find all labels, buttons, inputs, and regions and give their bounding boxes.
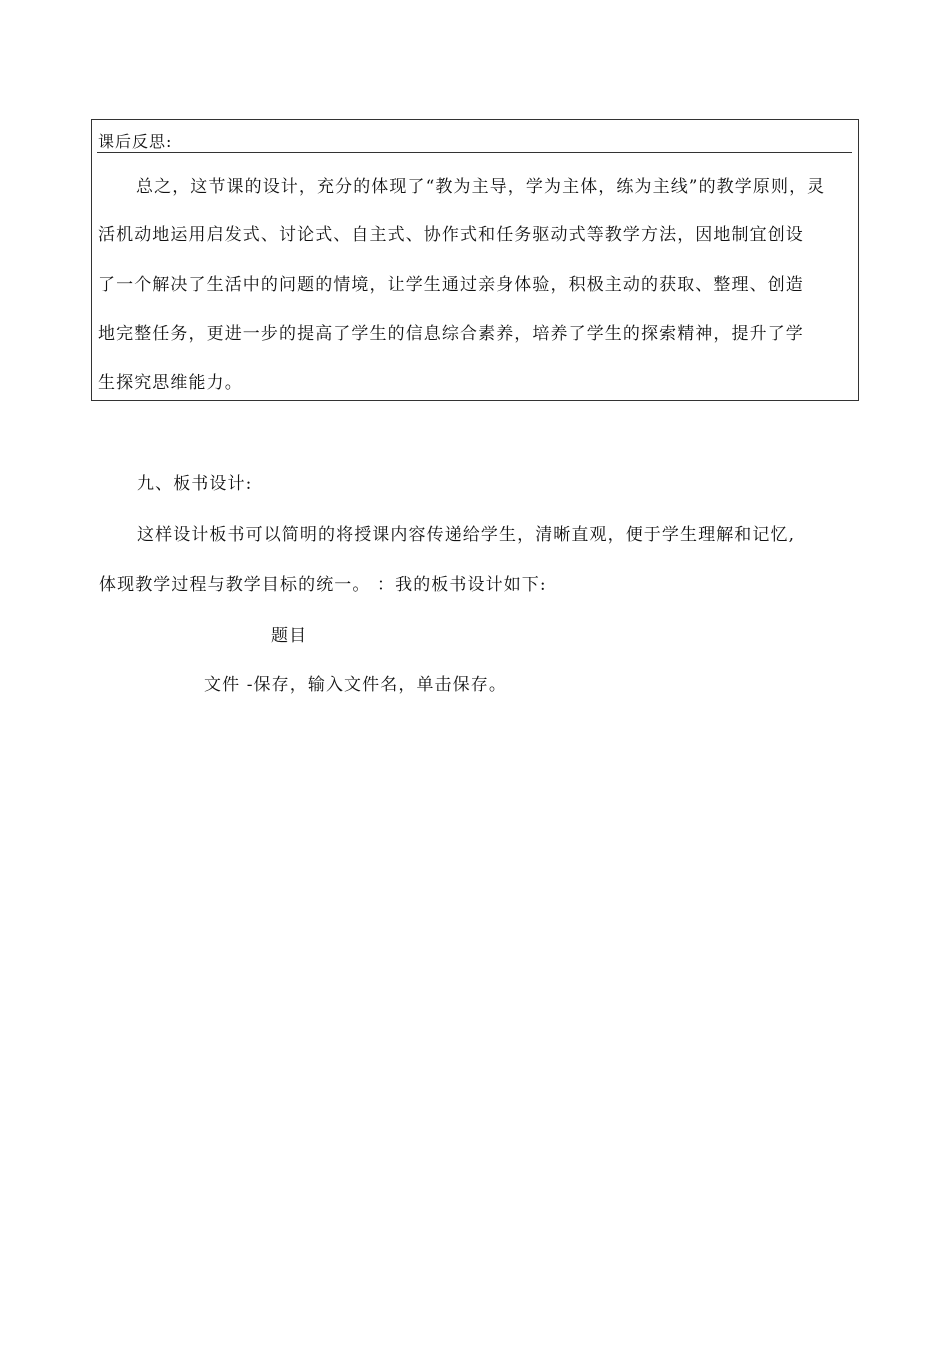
board-step: 文件 -保存，输入文件名，单击保存。	[204, 675, 507, 695]
reflection-line-5: 生探究思维能力。	[98, 373, 243, 393]
section-heading-board-design: 九、板书设计:	[137, 474, 253, 494]
reflection-divider	[97, 152, 852, 153]
reflection-line-4: 地完整任务，更进一步的提高了学生的信息综合素养，培养了学生的探索精神，提升了学	[98, 324, 804, 344]
reflection-line-1: 总之，这节课的设计，充分的体现了“教为主导，学为主体，练为主线”的教学原则，灵	[136, 177, 826, 197]
board-title: 题目	[271, 626, 308, 646]
board-design-paragraph-line-2: 体现教学过程与教学目标的统一。 ：我的板书设计如下:	[99, 575, 547, 595]
reflection-heading: 课后反思:	[98, 132, 173, 151]
board-design-paragraph-line-1: 这样设计板书可以简明的将授课内容传递给学生，清晰直观，便于学生理解和记忆,	[137, 525, 796, 545]
reflection-line-3: 了一个解决了生活中的问题的情境，让学生通过亲身体验，积极主动的获取、整理、创造	[98, 275, 804, 295]
reflection-box	[91, 119, 859, 401]
reflection-line-2: 活机动地运用启发式、讨论式、自主式、协作式和任务驱动式等教学方法，因地制宜创设	[98, 225, 804, 245]
